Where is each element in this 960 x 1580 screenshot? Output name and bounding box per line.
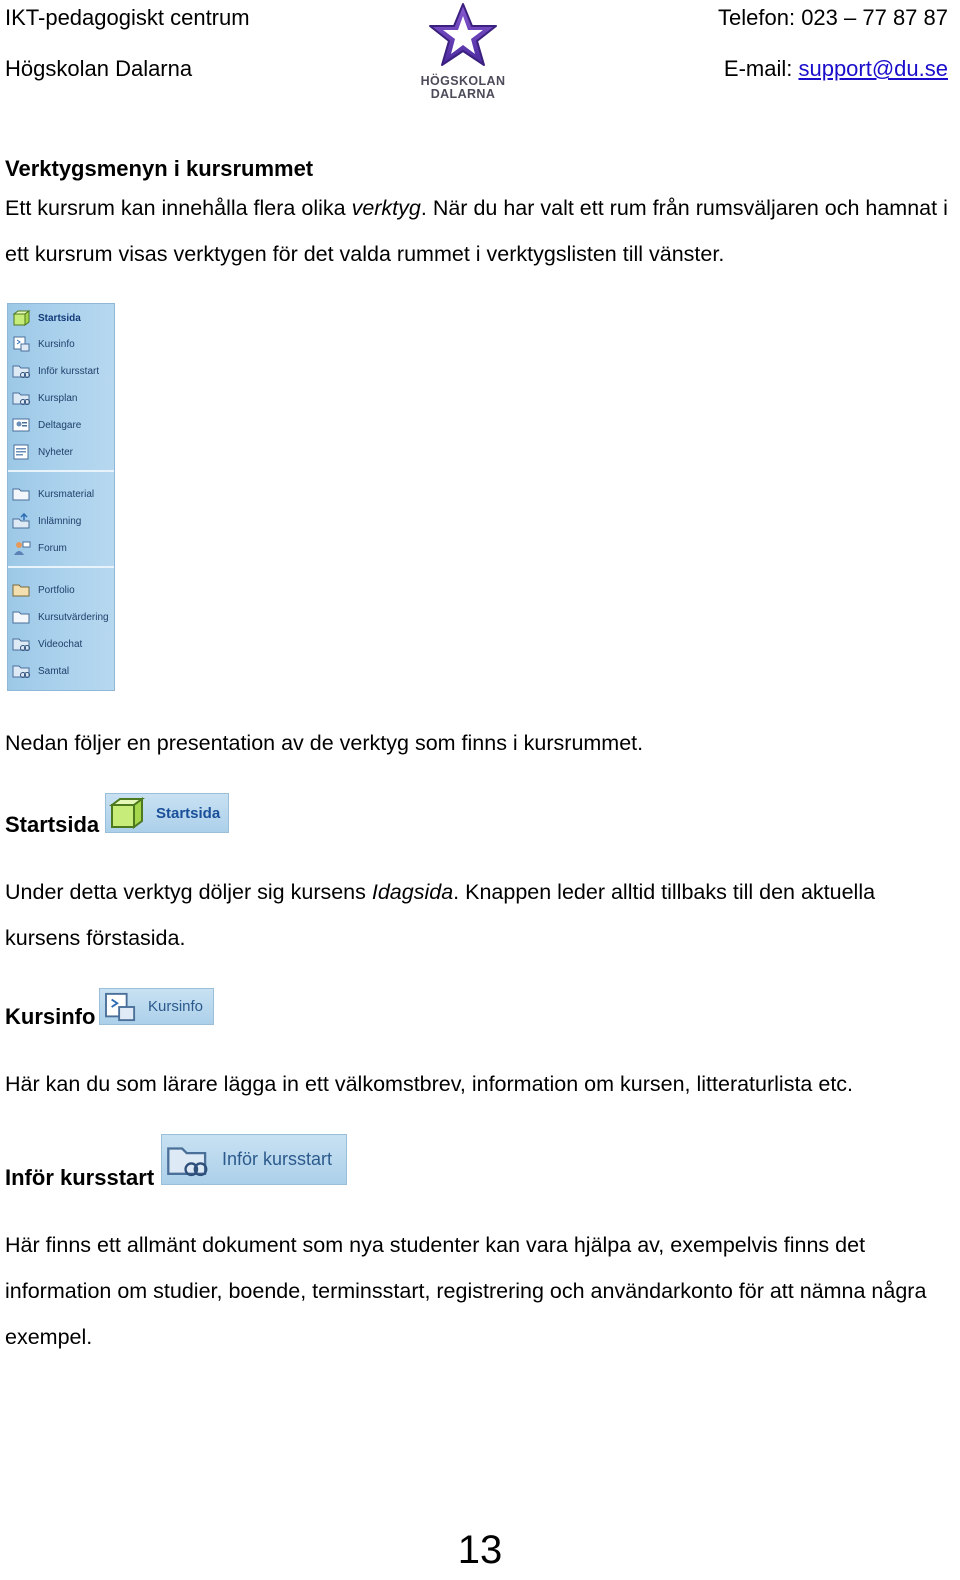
sidebar-item-label: Kursinfo — [38, 338, 75, 350]
header-org: IKT-pedagogiskt centrum — [5, 5, 250, 30]
startsida-text-a: Under detta verktyg döljer sig kursens — [5, 880, 372, 904]
logo-line1: HÖGSKOLAN — [420, 74, 506, 88]
presentation-text: Nedan följer en presentation av de verktyg som finns i kursrummet. — [5, 731, 644, 755]
sidebar-item-label: Nyheter — [38, 446, 74, 458]
sidebar-item-label: Samtal — [38, 665, 70, 677]
kursinfo-button[interactable] — [99, 988, 214, 1025]
startsida-text-b: . Knappen leder alltid tillbaks till den aktuella kursens förstasida. — [5, 880, 876, 950]
sidebar-item-label: Portfolio — [38, 584, 75, 596]
folder-icon — [12, 486, 32, 502]
section-title: Verktygsmenyn i kursrummet — [5, 156, 314, 181]
sidebar-item-label: Kursplan — [38, 392, 78, 404]
header-school: Högskolan Dalarna — [5, 56, 193, 81]
intro-paragraph — [5, 185, 950, 277]
submit-icon — [12, 513, 32, 529]
inforkursstart-button-label: Inför kursstart — [222, 1149, 333, 1169]
cube-icon — [108, 797, 148, 829]
sidebar-item-inlamning[interactable] — [8, 508, 114, 534]
page-number: 13 — [457, 1528, 503, 1572]
kursinfo-heading: Kursinfo — [5, 1004, 96, 1029]
header-email — [724, 56, 948, 82]
folder-icon — [12, 609, 32, 625]
sidebar-item-infor-kursstart[interactable] — [8, 358, 114, 384]
school-logo — [418, 2, 508, 101]
sidebar-item-forum[interactable] — [8, 535, 114, 561]
sidebar-item-kursinfo[interactable] — [8, 331, 114, 357]
info-icon — [102, 992, 140, 1022]
tool-sidebar-screenshot — [7, 303, 115, 691]
folder-link-icon — [12, 390, 32, 406]
sidebar-item-startsida[interactable] — [8, 305, 114, 331]
startsida-emphasis: Idagsida — [371, 880, 454, 904]
intro-text-a: Ett kursrum kan innehålla flera olika — [5, 196, 352, 220]
cube-icon — [12, 310, 32, 326]
startsida-heading: Startsida — [5, 812, 100, 837]
sidebar-item-kursmaterial[interactable] — [8, 481, 114, 507]
folder-link-icon — [12, 636, 32, 652]
sidebar-item-nyheter[interactable] — [8, 439, 114, 465]
sidebar-item-label: Startsida — [38, 312, 81, 324]
sidebar-item-label: Inför kursstart — [38, 365, 100, 377]
startsida-description — [5, 869, 950, 961]
sidebar-item-label: Deltagare — [38, 419, 82, 431]
startsida-button[interactable] — [105, 793, 229, 833]
sidebar-item-videochat[interactable] — [8, 631, 114, 657]
email-label: E-mail: — [723, 56, 799, 81]
sidebar-item-label: Kursutvärdering — [38, 611, 109, 623]
folder-icon — [12, 582, 32, 598]
inforkursstart-description: Här finns ett allmänt dokument som nya studenter kan vara hjälpa av, exempelvis finns det information om studier, boende, terminsstart, registrering och användarkonto för att nämna några exempel. — [5, 1233, 927, 1349]
sidebar-item-samtal[interactable] — [8, 658, 114, 684]
kursinfo-button-label: Kursinfo — [148, 998, 204, 1015]
star-logo-icon — [418, 2, 508, 70]
folder-link-icon — [166, 1141, 212, 1179]
sidebar-item-label: Videochat — [38, 638, 83, 650]
inforkursstart-button[interactable] — [161, 1134, 347, 1185]
sidebar-divider — [8, 470, 114, 472]
intro-text-b: . När du har valt ett rum från rumsväljaren och hamnat i ett kursrum visas verktygen för det valda rummet i verktygslisten till vänster. — [5, 196, 948, 266]
info-icon — [12, 336, 32, 352]
sidebar-item-kursutvardering[interactable] — [8, 604, 114, 630]
logo-line2: DALARNA — [430, 87, 496, 101]
inforkursstart-heading: Inför kursstart — [5, 1165, 155, 1190]
sidebar-item-portfolio[interactable] — [8, 577, 114, 603]
sidebar-item-label: Inlämning — [38, 515, 82, 527]
sidebar-divider — [8, 566, 114, 568]
header-phone: Telefon: 023 – 77 87 87 — [718, 5, 948, 30]
news-icon — [12, 444, 32, 460]
sidebar-item-kursplan[interactable] — [8, 385, 114, 411]
startsida-button-label: Startsida — [156, 804, 221, 822]
participants-icon — [12, 417, 32, 433]
sidebar-item-label: Kursmaterial — [38, 488, 95, 500]
intro-emphasis: verktyg — [351, 196, 421, 220]
sidebar-item-label: Forum — [38, 542, 67, 554]
kursinfo-description: Här kan du som lärare lägga in ett välkomstbrev, information om kursen, litteraturlista etc. — [5, 1072, 854, 1096]
forum-icon — [12, 540, 32, 556]
folder-link-icon — [12, 363, 32, 379]
sidebar-item-deltagare[interactable] — [8, 412, 114, 438]
email-link[interactable]: support@du.se — [798, 56, 948, 81]
folder-link-icon — [12, 663, 32, 679]
